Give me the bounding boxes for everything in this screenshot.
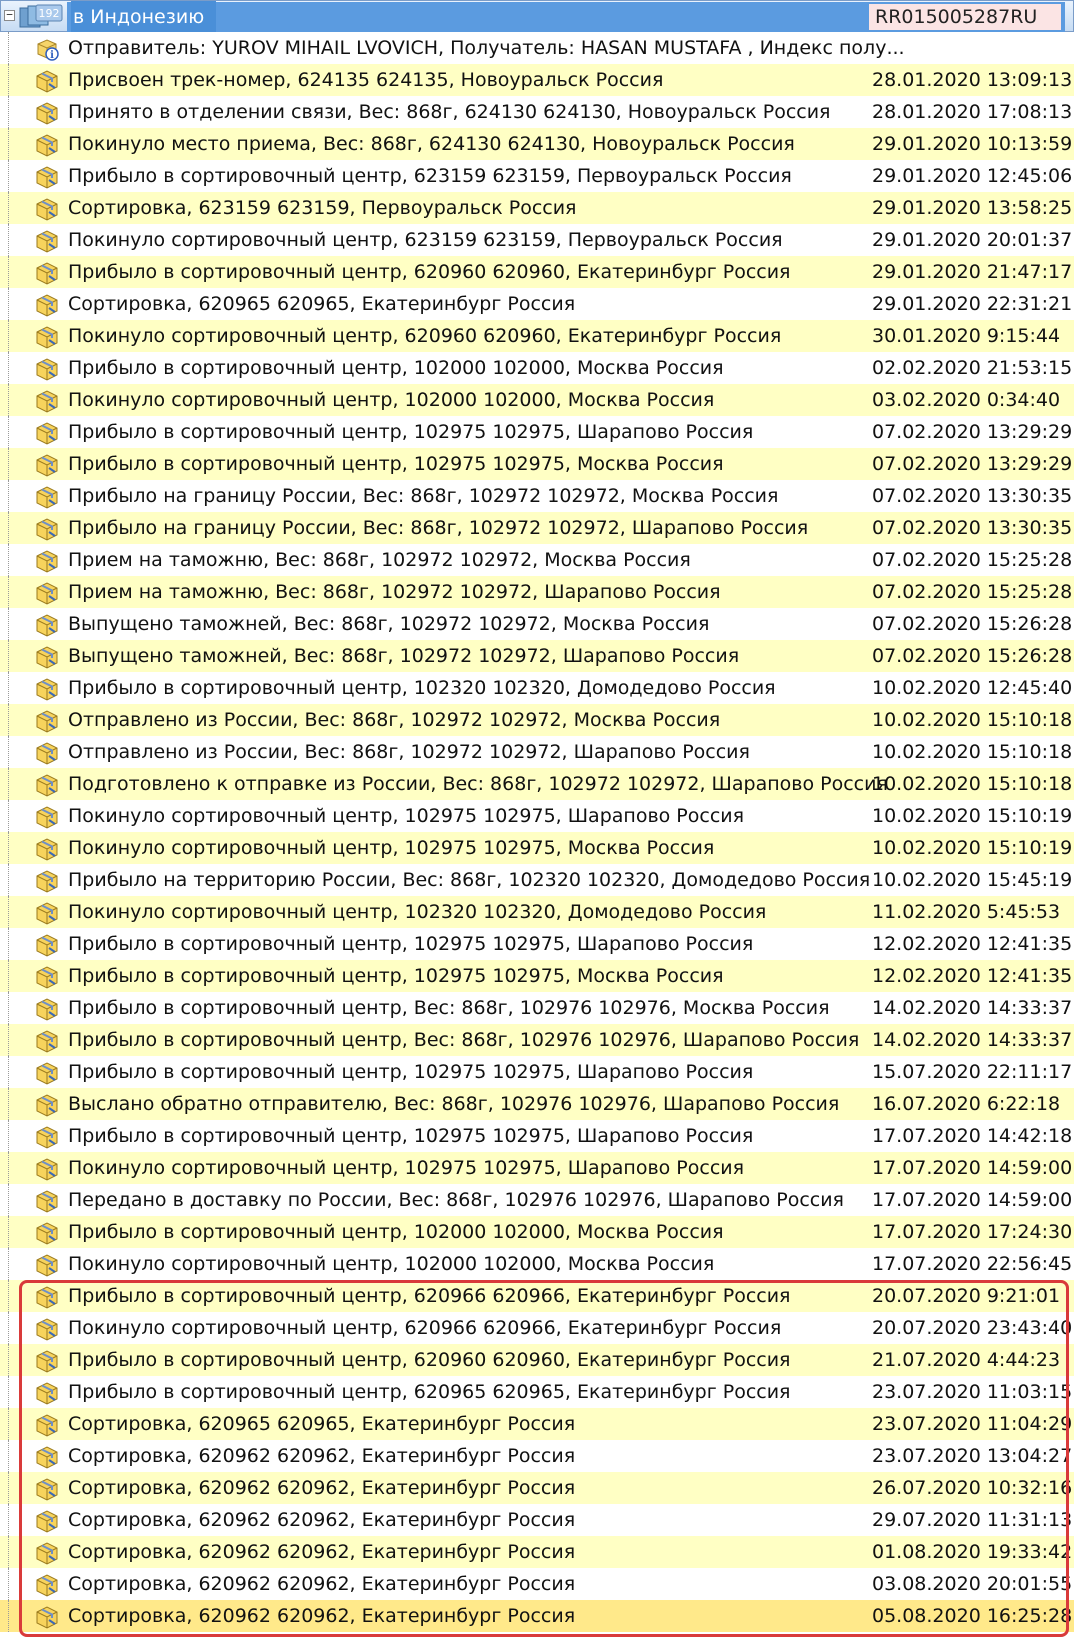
event-description: Прибыло в сортировочный центр, 102320 102320, Домодедово Россия — [68, 677, 776, 699]
parcel-icon — [34, 484, 60, 509]
event-row[interactable] — [0, 832, 1074, 864]
event-row[interactable] — [0, 1120, 1074, 1152]
tree-guide-line — [8, 1536, 10, 1568]
event-datetime: 23.07.2020 13:04:27 — [872, 1445, 1073, 1467]
tree-guide-line — [8, 352, 10, 384]
event-row[interactable] — [0, 384, 1074, 416]
tree-guide-line — [8, 1184, 10, 1216]
event-datetime: 07.02.2020 13:30:35 — [872, 517, 1073, 539]
event-description: Прибыло в сортировочный центр, 102975 102975, Шарапово Россия — [68, 421, 754, 443]
event-datetime: 10.02.2020 15:10:18 — [872, 709, 1073, 731]
event-datetime: 10.02.2020 15:10:19 — [872, 837, 1073, 859]
event-description: Сортировка, 620962 620962, Екатеринбург Россия — [68, 1573, 576, 1595]
parcel-icon — [34, 676, 60, 701]
event-row[interactable] — [0, 1472, 1074, 1504]
tree-guide-line — [8, 1440, 10, 1472]
parcel-icon — [34, 932, 60, 957]
event-description: Прием на таможню, Вес: 868г, 102972 102972, Москва Россия — [68, 549, 691, 571]
event-row[interactable] — [0, 1536, 1074, 1568]
event-datetime: 07.02.2020 13:29:29 — [872, 421, 1073, 443]
event-row[interactable] — [0, 512, 1074, 544]
parcel-icon — [34, 324, 60, 349]
tree-guide-line — [8, 1280, 10, 1312]
parcel-icon — [34, 900, 60, 925]
parcel-icon — [34, 580, 60, 605]
tree-guide-line — [8, 32, 10, 64]
event-row[interactable] — [0, 672, 1074, 704]
event-description: Прибыло в сортировочный центр, 620960 620960, Екатеринбург Россия — [68, 1349, 791, 1371]
event-datetime: 05.08.2020 16:25:28 — [872, 1605, 1073, 1627]
event-description: Прибыло в сортировочный центр, 620960 620960, Екатеринбург Россия — [68, 261, 791, 283]
parcel-icon — [34, 1092, 60, 1117]
parcel-icon — [34, 612, 60, 637]
event-description: Прибыло в сортировочный центр, Вес: 868г, 102976 102976, Москва Россия — [68, 997, 830, 1019]
parcel-icon — [34, 1156, 60, 1181]
parcel-icon — [34, 132, 60, 157]
event-description: Подготовлено к отправке из России, Вес: 868г, 102972 102972, Шарапово Россия — [68, 773, 888, 795]
tree-guide-line — [8, 576, 10, 608]
event-row[interactable] — [0, 448, 1074, 480]
tree-guide-line — [8, 96, 10, 128]
parcel-icon — [34, 196, 60, 221]
event-row[interactable] — [0, 640, 1074, 672]
event-datetime: 11.02.2020 5:45:53 — [872, 901, 1061, 923]
event-row[interactable] — [0, 320, 1074, 352]
parcel-icon — [34, 68, 60, 93]
event-datetime: 10.02.2020 15:10:18 — [872, 773, 1073, 795]
tree-guide-line — [8, 1504, 10, 1536]
parcel-icon — [34, 100, 60, 125]
event-description: Покинуло сортировочный центр, 102975 102975, Шарапово Россия — [68, 1157, 745, 1179]
parcel-icon — [34, 1188, 60, 1213]
parcel-icon — [34, 1380, 60, 1405]
event-row[interactable] — [0, 768, 1074, 800]
event-description: Прибыло в сортировочный центр, 102000 102000, Москва Россия — [68, 1221, 724, 1243]
event-row[interactable] — [0, 192, 1074, 224]
tree-guide-line — [8, 800, 10, 832]
parcel-icon — [34, 1124, 60, 1149]
event-datetime: 17.07.2020 17:24:30 — [872, 1221, 1073, 1243]
event-description: Выпущено таможней, Вес: 868г, 102972 102972, Шарапово Россия — [68, 645, 740, 667]
tree-guide-line — [8, 128, 10, 160]
tree-guide-line — [8, 1248, 10, 1280]
event-description: Прибыло в сортировочный центр, 623159 623159, Первоуральск Россия — [68, 165, 792, 187]
event-datetime: 07.02.2020 13:29:29 — [872, 453, 1073, 475]
event-row[interactable] — [0, 1248, 1074, 1280]
event-datetime: 23.07.2020 11:03:15 — [872, 1381, 1073, 1403]
parcel-icon — [34, 1252, 60, 1277]
event-row[interactable] — [0, 224, 1074, 256]
parcel-icon — [34, 996, 60, 1021]
event-datetime: 03.08.2020 20:01:55 — [872, 1573, 1073, 1595]
event-description: Прибыло в сортировочный центр, 102975 102975, Шарапово Россия — [68, 1125, 754, 1147]
event-datetime: 17.07.2020 14:59:00 — [872, 1157, 1073, 1179]
tree-guide-line — [8, 608, 10, 640]
event-datetime: 12.02.2020 12:41:35 — [872, 965, 1073, 987]
tree-guide-line — [8, 192, 10, 224]
tree-guide-line — [8, 640, 10, 672]
event-row[interactable] — [0, 928, 1074, 960]
event-description: Прибыло на границу России, Вес: 868г, 102972 102972, Шарапово Россия — [68, 517, 809, 539]
event-description: Покинуло сортировочный центр, 102320 102320, Домодедово Россия — [68, 901, 767, 923]
event-description: Покинуло сортировочный центр, 102000 102000, Москва Россия — [68, 389, 715, 411]
parcel-icon — [34, 964, 60, 989]
parcel-icon — [34, 228, 60, 253]
tree-guide-line — [8, 1024, 10, 1056]
event-row[interactable] — [0, 1504, 1074, 1536]
tree-group-header[interactable] — [0, 0, 1074, 32]
event-datetime: 14.02.2020 14:33:37 — [872, 1029, 1073, 1051]
event-row[interactable] — [0, 352, 1074, 384]
tree-guide-line — [8, 416, 10, 448]
group-count-badge: 192 — [38, 7, 60, 20]
event-datetime: 07.02.2020 15:25:28 — [872, 581, 1073, 603]
event-datetime: 10.02.2020 15:10:19 — [872, 805, 1073, 827]
tree-guide-line — [8, 672, 10, 704]
event-datetime: 01.08.2020 19:33:42 — [872, 1541, 1073, 1563]
event-datetime: 15.07.2020 22:11:17 — [872, 1061, 1073, 1083]
event-description: Присвоен трек-номер, 624135 624135, Новоуральск Россия — [68, 69, 664, 91]
info-icon — [34, 36, 60, 61]
event-row[interactable] — [0, 288, 1074, 320]
tree-guide-line — [8, 1472, 10, 1504]
parcel-icon — [34, 1476, 60, 1501]
parcel-icon — [34, 708, 60, 733]
event-description: Сортировка, 620962 620962, Екатеринбург Россия — [68, 1605, 576, 1627]
event-description: Отправлено из России, Вес: 868г, 102972 102972, Москва Россия — [68, 709, 721, 731]
event-row[interactable] — [0, 1600, 1074, 1632]
event-datetime: 23.07.2020 11:04:29 — [872, 1413, 1073, 1435]
parcel-icon — [34, 1604, 60, 1629]
event-datetime: 07.02.2020 13:30:35 — [872, 485, 1073, 507]
event-datetime: 02.02.2020 21:53:15 — [872, 357, 1073, 379]
tree-guide-line — [8, 384, 10, 416]
event-row[interactable] — [0, 544, 1074, 576]
event-description: Покинуло сортировочный центр, 620966 620966, Екатеринбург Россия — [68, 1317, 782, 1339]
event-description: Выпущено таможней, Вес: 868г, 102972 102972, Москва Россия — [68, 613, 710, 635]
tree-guide-line — [8, 288, 10, 320]
event-datetime: 28.01.2020 17:08:13 — [872, 101, 1073, 123]
event-row[interactable] — [0, 160, 1074, 192]
tree-guide-line — [8, 1568, 10, 1600]
event-description: Прибыло в сортировочный центр, 102975 102975, Москва Россия — [68, 453, 724, 475]
tree-guide-line — [8, 512, 10, 544]
parcel-icon — [34, 1572, 60, 1597]
event-row[interactable] — [0, 1344, 1074, 1376]
parcel-icon — [34, 292, 60, 317]
event-datetime: 21.07.2020 4:44:23 — [872, 1349, 1061, 1371]
event-description: Сортировка, 620962 620962, Екатеринбург Россия — [68, 1477, 576, 1499]
event-datetime: 29.01.2020 13:58:25 — [872, 197, 1073, 219]
event-description: Прибыло в сортировочный центр, 102975 102975, Москва Россия — [68, 965, 724, 987]
event-row[interactable] — [0, 64, 1074, 96]
event-description: Сортировка, 623159 623159, Первоуральск Россия — [68, 197, 577, 219]
tree-guide-line — [8, 1088, 10, 1120]
event-row[interactable] — [0, 608, 1074, 640]
event-row[interactable] — [0, 256, 1074, 288]
tree-guide-line — [8, 320, 10, 352]
event-row[interactable] — [0, 960, 1074, 992]
tree-guide-line — [8, 896, 10, 928]
parcel-icon — [34, 1444, 60, 1469]
parcel-icon — [34, 740, 60, 765]
parcel-icon — [34, 356, 60, 381]
event-row[interactable] — [0, 1280, 1074, 1312]
event-description: Сортировка, 620962 620962, Екатеринбург Россия — [68, 1541, 576, 1563]
collapse-icon[interactable]: − — [4, 10, 15, 21]
event-description: Сортировка, 620965 620965, Екатеринбург Россия — [68, 1413, 576, 1435]
tree-guide-line — [8, 1408, 10, 1440]
event-datetime: 26.07.2020 10:32:16 — [872, 1477, 1073, 1499]
parcel-icon — [34, 1412, 60, 1437]
parcel-icon — [34, 516, 60, 541]
event-row[interactable] — [0, 736, 1074, 768]
event-row[interactable] — [0, 1568, 1074, 1600]
event-description: Прибыло в сортировочный центр, Вес: 868г, 102976 102976, Шарапово Россия — [68, 1029, 860, 1051]
tree-guide-line — [8, 1376, 10, 1408]
parcel-icon — [34, 804, 60, 829]
parcel-icon — [34, 164, 60, 189]
event-row[interactable] — [0, 1024, 1074, 1056]
tree-guide-line — [8, 864, 10, 896]
event-datetime: 17.07.2020 14:42:18 — [872, 1125, 1073, 1147]
parcel-icon — [34, 1060, 60, 1085]
tree-guide-line — [8, 64, 10, 96]
parcel-icon — [34, 1316, 60, 1341]
event-row[interactable] — [0, 1408, 1074, 1440]
event-datetime: 29.01.2020 21:47:17 — [872, 261, 1073, 283]
tree-guide-line — [8, 768, 10, 800]
tree-guide-line — [8, 928, 10, 960]
event-description: Выслано обратно отправителю, Вес: 868г, 102976 102976, Шарапово Россия — [68, 1093, 840, 1115]
track-number: RR015005287RU — [869, 4, 1061, 30]
parcel-icon — [34, 260, 60, 285]
svg-text:i: i — [50, 50, 54, 61]
tree-guide-line — [8, 480, 10, 512]
event-description: Сортировка, 620962 620962, Екатеринбург Россия — [68, 1445, 576, 1467]
event-row[interactable] — [0, 1056, 1074, 1088]
event-description: Прибыло в сортировочный центр, 102975 102975, Шарапово Россия — [68, 1061, 754, 1083]
event-datetime: 17.07.2020 22:56:45 — [872, 1253, 1073, 1275]
event-row[interactable] — [0, 992, 1074, 1024]
event-row[interactable] — [0, 96, 1074, 128]
event-row[interactable] — [0, 1184, 1074, 1216]
event-description: Сортировка, 620965 620965, Екатеринбург Россия — [68, 293, 576, 315]
tree-guide-line — [8, 1312, 10, 1344]
event-description: Покинуло сортировочный центр, 623159 623159, Первоуральск Россия — [68, 229, 783, 251]
event-row[interactable] — [0, 704, 1074, 736]
event-description: Покинуло сортировочный центр, 102975 102975, Москва Россия — [68, 837, 715, 859]
info-row[interactable] — [0, 32, 1074, 64]
event-row[interactable] — [0, 480, 1074, 512]
event-datetime: 20.07.2020 9:21:01 — [872, 1285, 1061, 1307]
tree-guide-line — [8, 832, 10, 864]
parcel-icon — [34, 1508, 60, 1533]
parcel-icon — [34, 1220, 60, 1245]
event-row[interactable] — [0, 864, 1074, 896]
event-description: Отправлено из России, Вес: 868г, 102972 102972, Шарапово Россия — [68, 741, 750, 763]
event-datetime: 29.07.2020 11:31:13 — [872, 1509, 1073, 1531]
tree-guide-line — [8, 704, 10, 736]
event-datetime: 10.02.2020 12:45:40 — [872, 677, 1073, 699]
info-text: Отправитель: YUROV MIHAIL LVOVICH, Получатель: HASAN MUSTAFA , Индекс полу... — [68, 37, 905, 59]
event-row[interactable] — [0, 800, 1074, 832]
tree-guide-line — [8, 256, 10, 288]
parcel-icon — [34, 772, 60, 797]
parcel-icon — [34, 868, 60, 893]
parcel-icon — [34, 420, 60, 445]
event-description: Сортировка, 620962 620962, Екатеринбург Россия — [68, 1509, 576, 1531]
tree-guide-line — [8, 1056, 10, 1088]
tree-guide-line — [8, 224, 10, 256]
event-row[interactable] — [0, 416, 1074, 448]
event-datetime: 20.07.2020 23:43:40 — [872, 1317, 1073, 1339]
event-datetime: 29.01.2020 12:45:06 — [872, 165, 1073, 187]
event-description: Покинуло сортировочный центр, 620960 620960, Екатеринбург Россия — [68, 325, 782, 347]
tree-guide-line — [8, 448, 10, 480]
event-datetime: 10.02.2020 15:10:18 — [872, 741, 1073, 763]
parcel-icon — [34, 1284, 60, 1309]
event-row[interactable] — [0, 1216, 1074, 1248]
event-row[interactable] — [0, 128, 1074, 160]
parcel-icon — [34, 548, 60, 573]
tree-guide-line — [8, 992, 10, 1024]
parcel-icon — [34, 388, 60, 413]
event-description: Принято в отделении связи, Вес: 868г, 624130 624130, Новоуральск Россия — [68, 101, 831, 123]
parcel-icon — [34, 1540, 60, 1565]
event-datetime: 29.01.2020 10:13:59 — [872, 133, 1073, 155]
event-description: Передано в доставку по России, Вес: 868г, 102976 102976, Шарапово Россия — [68, 1189, 844, 1211]
event-datetime: 29.01.2020 22:31:21 — [872, 293, 1073, 315]
parcel-icon — [34, 836, 60, 861]
tree-guide-line — [8, 544, 10, 576]
event-description: Прием на таможню, Вес: 868г, 102972 102972, Шарапово Россия — [68, 581, 721, 603]
event-description: Покинуло место приема, Вес: 868г, 624130 624130, Новоуральск Россия — [68, 133, 795, 155]
event-datetime: 29.01.2020 20:01:37 — [872, 229, 1073, 251]
event-datetime: 30.01.2020 9:15:44 — [872, 325, 1061, 347]
event-description: Прибыло в сортировочный центр, 102000 102000, Москва Россия — [68, 357, 724, 379]
tree-guide-line — [8, 960, 10, 992]
event-datetime: 14.02.2020 14:33:37 — [872, 997, 1073, 1019]
event-description: Прибыло в сортировочный центр, 102975 102975, Шарапово Россия — [68, 933, 754, 955]
event-datetime: 28.01.2020 13:09:13 — [872, 69, 1073, 91]
event-description: Покинуло сортировочный центр, 102975 102975, Шарапово Россия — [68, 805, 745, 827]
event-row[interactable] — [0, 896, 1074, 928]
event-datetime: 10.02.2020 15:45:19 — [872, 869, 1073, 891]
event-row[interactable] — [0, 1088, 1074, 1120]
parcel-icon — [34, 644, 60, 669]
event-datetime: 16.07.2020 6:22:18 — [872, 1093, 1061, 1115]
event-datetime: 07.02.2020 15:25:28 — [872, 549, 1073, 571]
parcel-icon — [34, 452, 60, 477]
event-row[interactable] — [0, 1312, 1074, 1344]
event-description: Прибыло в сортировочный центр, 620965 620965, Екатеринбург Россия — [68, 1381, 791, 1403]
tree-guide-line — [8, 1120, 10, 1152]
tree-guide-line — [8, 160, 10, 192]
event-row[interactable] — [0, 1152, 1074, 1184]
event-description: Прибыло в сортировочный центр, 620966 620966, Екатеринбург Россия — [68, 1285, 791, 1307]
event-datetime: 07.02.2020 15:26:28 — [872, 645, 1073, 667]
parcel-icon — [34, 1348, 60, 1373]
event-description: Покинуло сортировочный центр, 102000 102000, Москва Россия — [68, 1253, 715, 1275]
event-row[interactable] — [0, 1440, 1074, 1472]
tree-guide-line — [8, 1600, 10, 1632]
event-description: Прибыло на границу России, Вес: 868г, 102972 102972, Москва Россия — [68, 485, 779, 507]
tree-guide-line — [8, 1344, 10, 1376]
tree-guide-line — [8, 1152, 10, 1184]
tree-guide-line — [8, 736, 10, 768]
event-datetime: 17.07.2020 14:59:00 — [872, 1189, 1073, 1211]
event-row[interactable] — [0, 576, 1074, 608]
event-datetime: 03.02.2020 0:34:40 — [872, 389, 1061, 411]
package-group-icon — [18, 4, 64, 30]
event-list — [0, 32, 1074, 1632]
parcel-icon — [34, 1028, 60, 1053]
tree-guide-line — [8, 1216, 10, 1248]
event-datetime: 07.02.2020 15:26:28 — [872, 613, 1073, 635]
event-row[interactable] — [0, 1376, 1074, 1408]
group-title: в Индонезию — [71, 1, 216, 33]
event-description: Прибыло на территорию России, Вес: 868г, 102320 102320, Домодедово Россия — [68, 869, 871, 891]
event-datetime: 12.02.2020 12:41:35 — [872, 933, 1073, 955]
